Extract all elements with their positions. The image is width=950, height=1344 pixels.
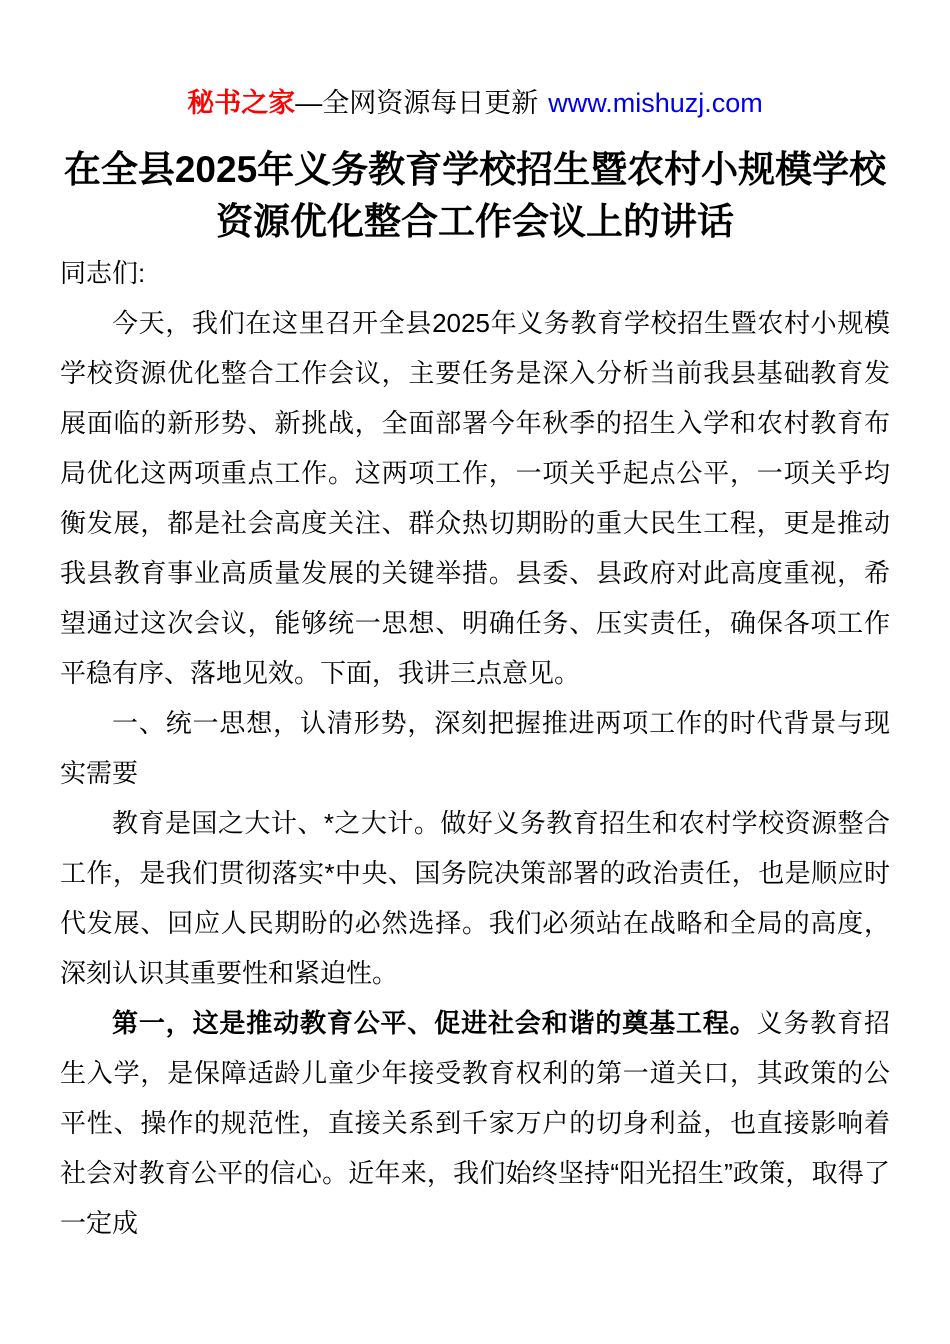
bold-lead-sentence: 第一，这是推动教育公平、促进社会和谐的奠基工程。: [112, 1008, 757, 1038]
paragraph: 今天，我们在这里召开全县2025年义务教育学校招生暨农村小规模学校资源优化整合工作会议，主要任务是深入分析当前我县基础教育发展面临的新形势、新挑战，全面部署今年秋季的招生入学和农村教育布局优化这两项重点工作。这两项工作，一项关乎起点公平，一项关乎均衡发展，都是社会高度关注、群众热切期盼的重大民生工程，更是推动我县教育事业高质量发展的关键举措。县委、县政府对此高度重视，希望通过这次会议，能够统一思想、明确任务、压实责任，确保各项工作平稳有序、落地见效。下面，我讲三点意见。: [60, 308, 890, 688]
site-url-link[interactable]: www.mishuzj.com: [548, 88, 763, 118]
section-heading: 一、统一思想，认清形势，深刻把握推进两项工作的时代背景与现实需要: [60, 708, 890, 788]
paragraph: 第一，这是推动教育公平、促进社会和谐的奠基工程。义务教育招生入学，是保障适龄儿童少年接受教育权利的第一道关口，其政策的公平性、操作的规范性，直接关系到千家万户的切身利益，也直接影响着社会对教育公平的信心。近年来，我们始终坚持“阳光招生”政策，取得了一定成: [60, 1008, 890, 1238]
document-body: [60, 248, 890, 1248]
site-brand: 秘书之家: [187, 88, 296, 118]
site-tagline: —全网资源每日更新: [295, 88, 539, 118]
document-title: 在全县2025年义务教育学校招生暨农村小规模学校资源优化整合工作会议上的讲话: [63, 149, 887, 242]
paragraph: 教育是国之大计、*之大计。做好义务教育招生和农村学校资源整合工作，是我们贯彻落实*中央、国务院决策部署的政治责任，也是顺应时代发展、回应人民期盼的必然选择。我们必须站在战略和全局的高度，深刻认识其重要性和紧迫性。: [60, 808, 890, 988]
salutation: 同志们:: [60, 258, 146, 288]
site-header: [0, 0, 950, 118]
